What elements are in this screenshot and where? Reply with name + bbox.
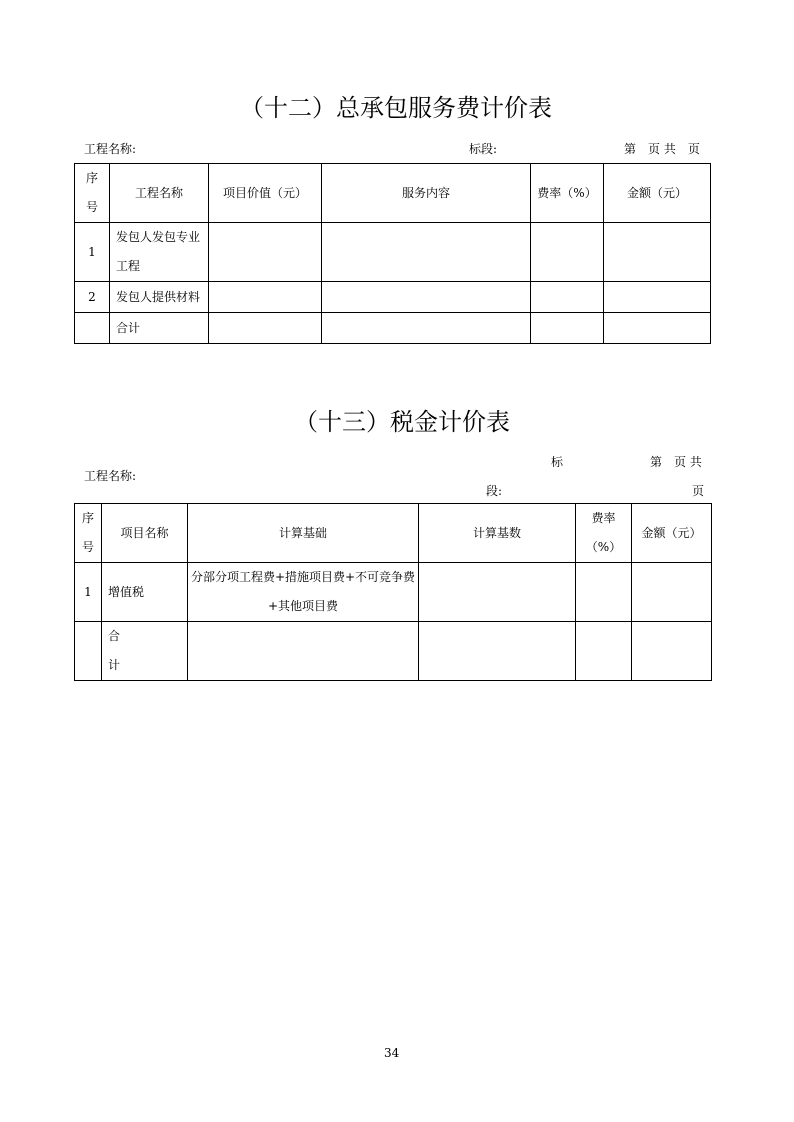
cell-amount <box>604 282 711 313</box>
header-seq <box>75 504 102 563</box>
section13-project-name-label: 工程名称: <box>84 469 137 483</box>
header-project-name: 工程名称 <box>110 164 209 223</box>
cell-seq <box>75 313 110 344</box>
cell-seq <box>75 622 102 681</box>
header-calc-base-amount: 计算基数 <box>419 504 576 563</box>
header-item-name: 项目名称 <box>102 504 188 563</box>
header-seq-2: 号 <box>85 200 98 214</box>
section12-page-label: 第 页 共 页 <box>624 142 700 156</box>
section13-page-label-1: 第 页 共 <box>650 455 702 469</box>
cell-seq: 1 <box>75 223 110 282</box>
header-amount: 金额（元） <box>632 504 712 563</box>
cell-calc-basis <box>188 563 419 622</box>
table-row <box>75 563 712 622</box>
cell-amount <box>604 313 711 344</box>
cell-project-value <box>209 282 322 313</box>
cell-rate <box>576 622 632 681</box>
cell-rate <box>531 313 604 344</box>
header-project-value: 项目价值（元） <box>209 164 322 223</box>
cell-rate <box>531 223 604 282</box>
header-seq-1: 序 <box>81 511 94 525</box>
header-seq-2: 号 <box>81 540 94 554</box>
cell-project-name-line1: 发包人发包专业 <box>116 230 201 244</box>
table-header-row <box>75 504 712 563</box>
section12-project-name-label: 工程名称: <box>84 142 137 156</box>
header-rate-1: 费率 <box>591 511 616 525</box>
table-row <box>75 223 711 282</box>
header-service-content: 服务内容 <box>322 164 531 223</box>
table-row <box>75 282 711 313</box>
cell-project-name <box>110 223 209 282</box>
header-rate <box>576 504 632 563</box>
section13-page-label-2: 页 <box>692 484 705 498</box>
cell-seq: 1 <box>75 563 102 622</box>
section13-bid-label-1: 标 <box>551 455 564 469</box>
cell-service-content <box>322 223 531 282</box>
cell-project-value <box>209 223 322 282</box>
section13-bid-label-2: 段: <box>486 484 503 498</box>
header-calc-basis: 计算基础 <box>188 504 419 563</box>
cell-project-value <box>209 313 322 344</box>
section13-title: （十三）税金计价表 <box>294 408 510 436</box>
cell-calc-basis <box>188 622 419 681</box>
page-number: 34 <box>384 1046 400 1060</box>
cell-total-label: 合计 <box>110 313 209 344</box>
cell-item-name: 增值税 <box>102 563 188 622</box>
cell-amount <box>604 223 711 282</box>
cell-calc-base-amount <box>419 563 576 622</box>
header-rate-2: （%） <box>585 540 622 554</box>
cell-calc-base-amount <box>419 622 576 681</box>
cell-seq: 2 <box>75 282 110 313</box>
cell-total-label-1: 合 <box>108 629 121 643</box>
cell-calc-basis-line1: 分部分项工程费+措施项目费+不可竞争费 <box>190 570 416 584</box>
section12-bid-section-label: 标段: <box>469 142 498 156</box>
section12-table <box>74 163 711 344</box>
cell-project-name-line2: 工程 <box>116 259 141 273</box>
cell-service-content <box>322 313 531 344</box>
cell-calc-basis-line2: +其他项目费 <box>267 599 339 613</box>
table-total-row <box>75 622 712 681</box>
header-amount: 金额（元） <box>604 164 711 223</box>
section13-table <box>74 503 712 681</box>
cell-amount <box>632 563 712 622</box>
header-seq <box>75 164 110 223</box>
table-total-row <box>75 313 711 344</box>
cell-rate <box>531 282 604 313</box>
header-rate: 费率（%） <box>531 164 604 223</box>
table-header-row <box>75 164 711 223</box>
cell-service-content <box>322 282 531 313</box>
section12-title: （十二）总承包服务费计价表 <box>240 94 552 122</box>
cell-rate <box>576 563 632 622</box>
cell-total-label-2: 计 <box>108 658 121 672</box>
header-seq-1: 序 <box>85 171 98 185</box>
cell-project-name: 发包人提供材料 <box>110 282 209 313</box>
cell-total-label <box>102 622 188 681</box>
cell-amount <box>632 622 712 681</box>
